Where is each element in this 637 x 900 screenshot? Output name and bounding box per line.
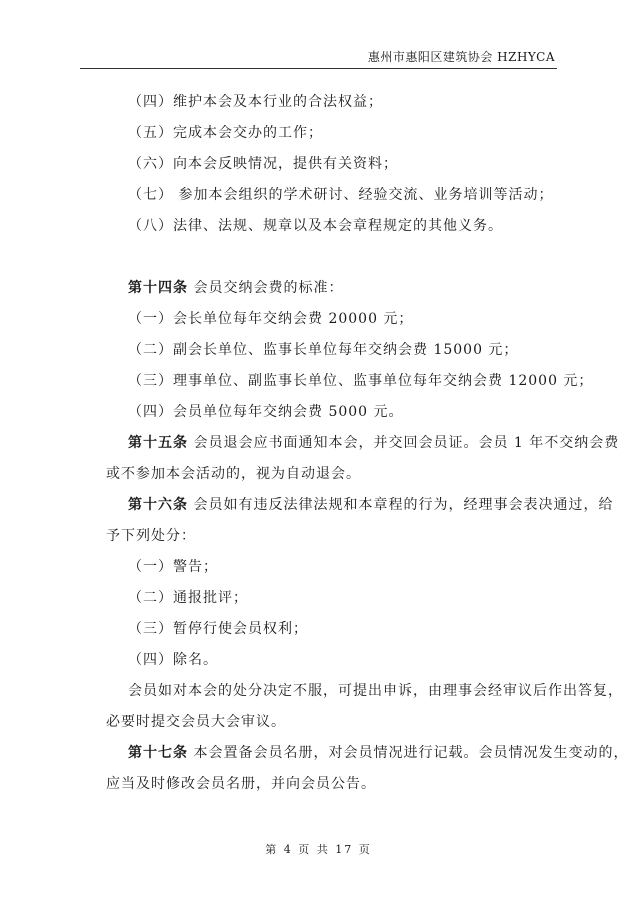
article-17-title: 第十七条: [128, 745, 188, 761]
duty-item-4: （四）维护本会及本行业的合法权益；: [128, 94, 383, 110]
article-16-continued: 予下列处分：: [106, 528, 196, 544]
article-16-title: 第十六条: [128, 497, 188, 513]
duty-item-6: （六）向本会反映情况，提供有关资料；: [128, 156, 398, 172]
fee-item-1: （一）会长单位每年交纳会费 20000 元；: [128, 311, 414, 327]
penalty-item-3: （三）暂停行使会员权利；: [128, 621, 308, 637]
penalty-item-1: （一）警告；: [128, 559, 218, 575]
article-17-text: 本会置备会员名册，对会员情况进行记载。会员情况发生变动的，: [193, 745, 629, 761]
appeal-paragraph-continued: 必要时提交会员大会审议。: [106, 714, 286, 730]
penalty-item-4: （四）除名。: [128, 652, 218, 668]
header-divider: [80, 68, 557, 69]
article-14: [128, 277, 343, 297]
article-16-text: 会员如有违反法律法规和本章程的行为，经理事会表决通过，给: [193, 497, 614, 513]
article-15: [128, 432, 619, 452]
penalty-item-2: （二）通报批评；: [128, 590, 248, 606]
article-17-continued: 应当及时修改会员名册，并向会员公告。: [106, 776, 376, 792]
article-15-continued: 或不参加本会活动的，视为自动退会。: [106, 466, 361, 482]
fee-item-4: （四）会员单位每年交纳会费 5000 元。: [128, 404, 404, 420]
article-14-title: 第十四条: [128, 280, 188, 296]
fee-item-3: （三）理事单位、副监事长单位、监事单位每年交纳会费 12000 元；: [128, 373, 594, 389]
article-15-text: 会员退会应书面通知本会，并交回会员证。会员 1 年不交纳会费: [193, 435, 620, 451]
article-14-text: 会员交纳会费的标准：: [193, 280, 344, 296]
duty-item-5: （五）完成本会交办的工作；: [128, 125, 323, 141]
article-17: [128, 742, 628, 762]
page-number: 第 4 页 共 17 页: [265, 843, 372, 856]
duty-item-7: （七） 参加本会组织的学术研讨、经验交流、业务培训等活动；: [128, 187, 554, 203]
article-16: [128, 494, 613, 514]
duty-item-8: （八）法律、法规、规章以及本会章程规定的其他义务。: [128, 218, 503, 234]
fee-item-2: （二）副会长单位、监事长单位每年交纳会费 15000 元；: [128, 342, 519, 358]
appeal-paragraph: 会员如对本会的处分决定不服，可提出申诉，由理事会经审议后作出答复，: [128, 683, 623, 699]
page-header: 惠州市惠阳区建筑协会 HZHYCA: [367, 50, 555, 64]
article-15-title: 第十五条: [128, 435, 188, 451]
